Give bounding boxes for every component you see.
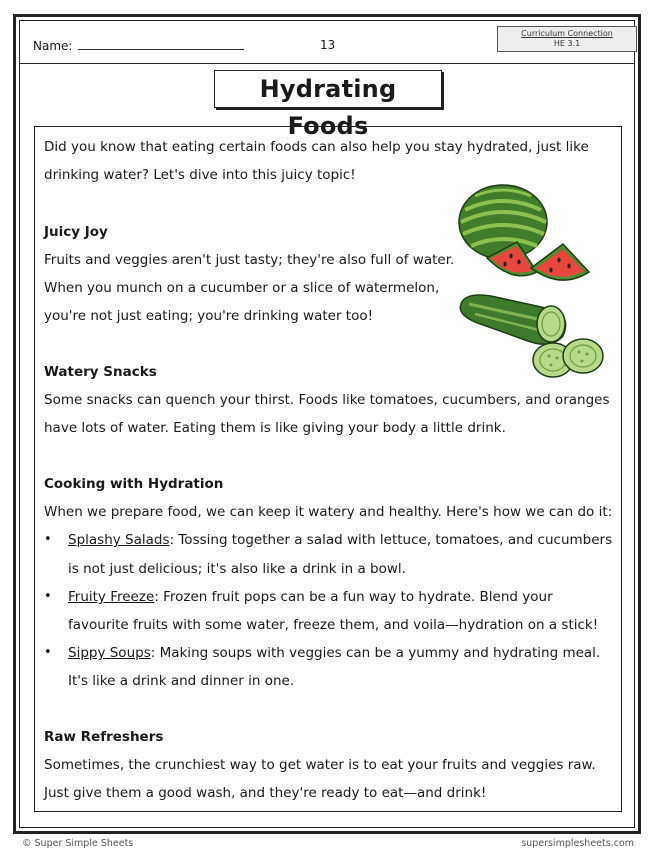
- cooking-line-1: When we prepare food, we can keep it watery and healthy. Here's how we can do it:: [44, 504, 613, 520]
- footer-website: supersimplesheets.com: [521, 838, 634, 849]
- intro-line-2: drinking water? Let's dive into this juicy topic!: [44, 167, 356, 183]
- section-heading-juicy-joy: Juicy Joy: [44, 224, 108, 240]
- raw-refreshers-line-1: Sometimes, the crunchiest way to get water is to eat your fruits and veggies raw.: [44, 757, 596, 773]
- sippy-soups-text: : Making soups with veggies can be a yummy and hydrating meal.: [150, 645, 601, 661]
- bullet-marker: •: [44, 645, 52, 660]
- footer-copyright: © Super Simple Sheets: [22, 838, 134, 849]
- page-title: Hydrating Foods: [259, 75, 397, 140]
- name-label: Name:: [33, 39, 73, 53]
- term-sippy-soups: Sippy Soups: [68, 645, 151, 661]
- header-divider: [19, 63, 635, 64]
- name-field[interactable]: [33, 38, 244, 53]
- page-number: 13: [320, 38, 336, 52]
- bullet-splashy-salads: [68, 531, 612, 549]
- term-splashy-salads: Splashy Salads: [68, 532, 170, 548]
- section-heading-watery-snacks: Watery Snacks: [44, 364, 157, 380]
- juicy-joy-line-2: When you munch on a cucumber or a slice of watermelon,: [44, 280, 440, 296]
- section-heading-cooking-with-hydration: Cooking with Hydration: [44, 476, 224, 492]
- curriculum-code: HE 3.1: [553, 39, 581, 48]
- term-fruity-freeze: Fruity Freeze: [68, 589, 155, 605]
- watermelon-cucumber-illustration: [455, 180, 613, 385]
- juicy-joy-line-3: you're not just eating; you're drinking water too!: [44, 308, 374, 324]
- raw-refreshers-line-2: Just give them a good wash, and they're ready to eat—and drink!: [44, 785, 487, 801]
- watermelon-icon: [459, 185, 547, 259]
- fruity-freeze-line-2: favourite fruits with some water, freeze them, and voila—hydration on a stick!: [68, 617, 599, 633]
- section-heading-raw-refreshers: Raw Refreshers: [44, 729, 164, 745]
- splashy-salads-text: : Tossing together a salad with lettuce, tomatoes, and cucumbers: [169, 532, 613, 548]
- juicy-joy-line-1: Fruits and veggies aren't just tasty; they're also full of water.: [44, 252, 455, 268]
- watermelon-slice-icon: [531, 244, 589, 280]
- page-title-box: [214, 70, 442, 140]
- watery-snacks-line-2: have lots of water. Eating them is like giving your body a little drink.: [44, 420, 506, 436]
- bullet-marker: •: [44, 589, 52, 604]
- cucumber-slice-icon: [563, 339, 603, 373]
- intro-line-1: Did you know that eating certain foods can also help you stay hydrated, just like: [44, 139, 589, 155]
- watery-snacks-line-1: Some snacks can quench your thirst. Foods like tomatoes, cucumbers, and oranges: [44, 392, 610, 408]
- bullet-marker: •: [44, 532, 52, 547]
- splashy-salads-line-2: is not just delicious; it's also like a drink in a bowl.: [68, 561, 406, 577]
- cucumber-icon: [460, 295, 565, 344]
- name-blank-line[interactable]: [78, 38, 244, 50]
- curriculum-connection-box: [497, 26, 637, 52]
- fruity-freeze-text: : Frozen fruit pops can be a fun way to hydrate. Blend your: [154, 589, 553, 605]
- sippy-soups-line-2: It's like a drink and dinner in one.: [68, 673, 295, 689]
- curriculum-label: Curriculum Connection: [521, 29, 613, 38]
- bullet-fruity-freeze: [68, 588, 553, 606]
- bullet-sippy-soups: [68, 644, 600, 662]
